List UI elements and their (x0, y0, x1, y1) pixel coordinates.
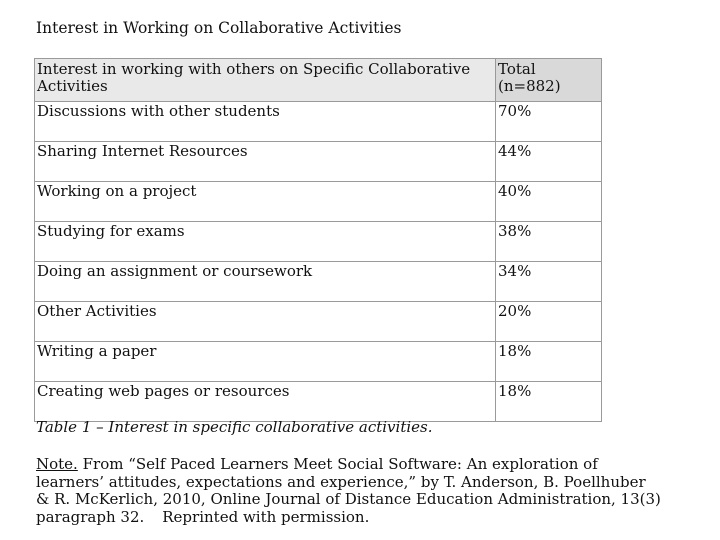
header-total: Total (n=882) (496, 59, 602, 102)
source-note (36, 456, 706, 526)
note-line: & R. McKerlich, 2010, Online Journal of Distance Education Administration, 13(3) (36, 490, 661, 508)
table-row (35, 102, 602, 142)
total-cell: 34% (496, 262, 602, 302)
note-line (36, 456, 706, 474)
total-cell: 18% (496, 382, 602, 422)
table-row (35, 262, 602, 302)
activity-cell: Creating web pages or resources (35, 382, 496, 422)
table-row (35, 182, 602, 222)
note-line (36, 509, 706, 527)
table-row (35, 142, 602, 182)
table-caption: Table 1 – Interest in specific collaborative activities. (36, 418, 433, 436)
page-title: Interest in Working on Collaborative Activities (36, 19, 402, 37)
note-label: Note. (36, 455, 78, 473)
collaborative-activities-table (34, 58, 602, 422)
activity-cell: Doing an assignment or coursework (35, 262, 496, 302)
activity-cell: Working on a project (35, 182, 496, 222)
note-text: From “Self Paced Learners Meet Social Software: An exploration of (77, 455, 598, 473)
total-cell: 40% (496, 182, 602, 222)
activity-cell: Studying for exams (35, 222, 496, 262)
note-permission: Reprinted with permission. (162, 507, 370, 526)
table-row (35, 382, 602, 422)
total-cell: 70% (496, 102, 602, 142)
activity-cell: Discussions with other students (35, 102, 496, 142)
note-line: learners’ attitudes, expectations and experience,” by T. Anderson, B. Poellhuber (36, 472, 646, 491)
total-cell: 20% (496, 302, 602, 342)
table-header-row (35, 59, 602, 102)
header-activity: Interest in working with others on Specific Collaborative Activities (35, 59, 496, 102)
table-row (35, 342, 602, 382)
total-cell: 38% (496, 222, 602, 262)
total-cell: 18% (496, 342, 602, 382)
activity-cell: Other Activities (35, 302, 496, 342)
table-row (35, 222, 602, 262)
total-cell: 44% (496, 142, 602, 182)
note-citation: paragraph 32. (36, 507, 145, 526)
activity-cell: Writing a paper (35, 342, 496, 382)
table-row (35, 302, 602, 342)
activity-cell: Sharing Internet Resources (35, 142, 496, 182)
